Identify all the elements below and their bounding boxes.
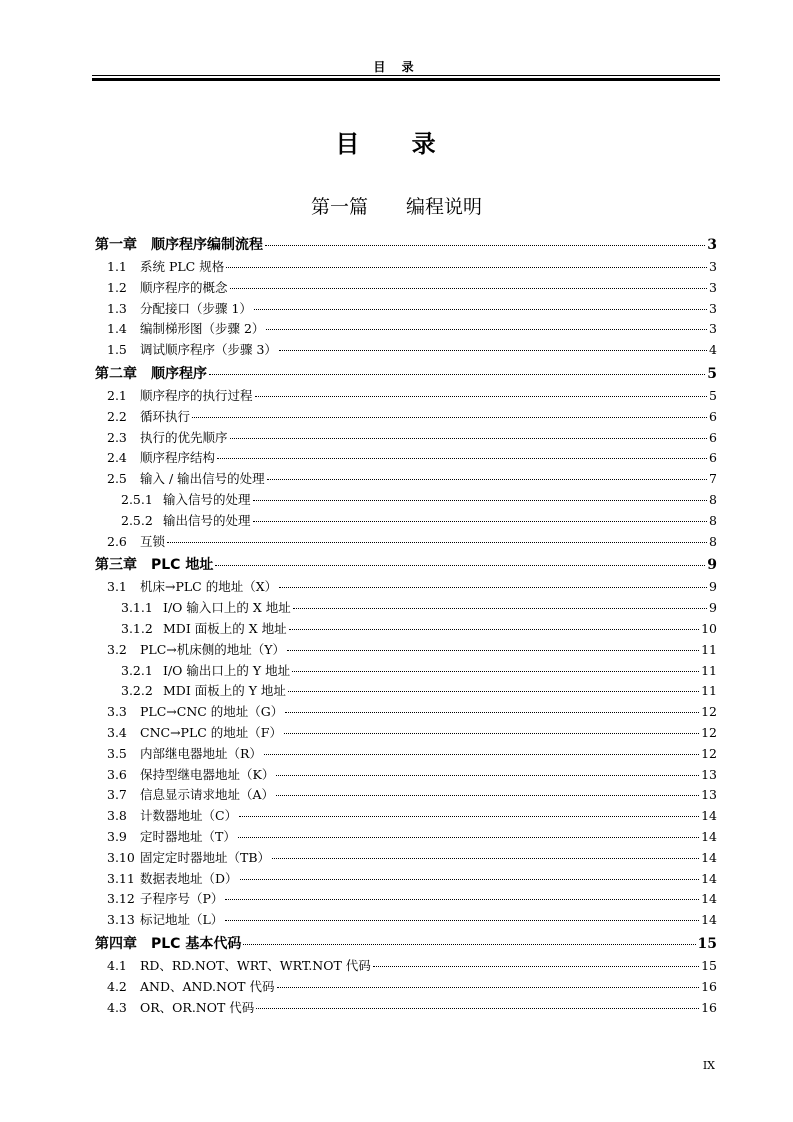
toc-section-entry[interactable] — [95, 640, 717, 661]
toc-entry-title: PLC→机床侧的地址（Y） — [140, 641, 286, 657]
toc-leader-dots — [192, 416, 707, 418]
toc-entry-page: 14 — [701, 808, 717, 824]
toc-section-entry[interactable] — [95, 257, 717, 278]
toc-entry-number: 2.1 — [107, 387, 127, 403]
toc-leader-dots — [240, 878, 700, 880]
toc-entry-page: 9 — [709, 579, 717, 595]
toc-entry-number: 2.4 — [107, 450, 127, 466]
toc-entry-number: 4.1 — [107, 957, 127, 973]
toc-entry-title: PLC 基本代码 — [151, 935, 242, 952]
toc-entry-title: 输出信号的处理 — [163, 512, 251, 528]
toc-entry-number: 第二章 — [95, 365, 137, 382]
toc-entry-title: MDI 面板上的 Y 地址 — [163, 683, 286, 699]
toc-entry-number: 2.5 — [107, 471, 127, 487]
toc-entry-number: 3.1.2 — [121, 620, 153, 636]
toc-entry-title: 输入 / 输出信号的处理 — [140, 471, 265, 487]
toc-entry-number: 2.3 — [107, 429, 127, 445]
toc-entry-title: 顺序程序编制流程 — [151, 237, 263, 253]
table-of-contents — [95, 232, 717, 1018]
toc-subsection-entry[interactable] — [95, 619, 717, 640]
toc-entry-title: 调试顺序程序（步骤 3） — [140, 342, 277, 358]
toc-leader-dots — [276, 794, 699, 796]
toc-leader-dots — [267, 478, 707, 480]
toc-leader-dots — [239, 815, 699, 817]
toc-entry-number: 3.10 — [107, 849, 135, 865]
toc-section-entry[interactable] — [95, 428, 717, 449]
toc-entry-page: 12 — [701, 704, 717, 720]
toc-entry-title: 信息显示请求地址（A） — [140, 787, 275, 803]
toc-entry-page: 16 — [701, 978, 717, 994]
toc-section-entry[interactable] — [95, 407, 717, 428]
toc-entry-number: 3.5 — [107, 745, 127, 761]
toc-section-entry[interactable] — [95, 910, 717, 931]
toc-section-entry[interactable] — [95, 319, 717, 340]
toc-entry-page: 3 — [709, 259, 717, 274]
toc-leader-dots — [264, 753, 699, 755]
toc-entry-number: 3.3 — [107, 704, 127, 720]
toc-entry-number: 1.1 — [107, 259, 127, 274]
toc-section-entry[interactable] — [95, 848, 717, 869]
part-title: 第一篇 编程说明 — [310, 196, 482, 218]
toc-leader-dots — [255, 395, 708, 397]
toc-section-entry[interactable] — [95, 765, 717, 786]
toc-leader-dots — [288, 690, 699, 692]
toc-section-entry[interactable] — [95, 806, 717, 827]
toc-entry-title: 互锁 — [140, 533, 166, 549]
toc-entry-number: 第四章 — [95, 935, 137, 952]
toc-entry-number: 3.9 — [107, 828, 127, 844]
toc-leader-dots — [284, 732, 699, 734]
toc-entry-number: 3.1.1 — [121, 600, 153, 616]
toc-entry-page: 14 — [701, 870, 717, 886]
toc-entry-page: 14 — [701, 849, 717, 865]
toc-entry-number: 第一章 — [95, 237, 137, 253]
toc-entry-number: 第三章 — [95, 557, 137, 574]
toc-chapter-entry[interactable] — [95, 234, 717, 255]
toc-section-entry[interactable] — [95, 577, 717, 598]
toc-leader-dots — [225, 919, 699, 921]
toc-leader-dots — [287, 649, 699, 651]
toc-leader-dots — [238, 836, 699, 838]
toc-entry-page: 3 — [709, 279, 717, 295]
toc-entry-title: 顺序程序结构 — [140, 450, 216, 466]
toc-section-entry[interactable] — [95, 977, 717, 998]
toc-leader-dots — [167, 541, 707, 543]
toc-section-entry[interactable] — [95, 827, 717, 848]
toc-entry-page: 12 — [701, 745, 717, 761]
toc-entry-title: 保持型继电器地址（K） — [140, 766, 275, 782]
toc-leader-dots — [265, 244, 705, 246]
toc-entry-page: 5 — [707, 365, 717, 382]
toc-entry-title: MDI 面板上的 X 地址 — [163, 620, 287, 636]
toc-chapter-entry[interactable] — [95, 933, 717, 954]
toc-entry-page: 7 — [709, 471, 717, 487]
toc-leader-dots — [215, 564, 705, 566]
toc-leader-dots — [277, 986, 700, 988]
toc-entry-title: 顺序程序的执行过程 — [140, 387, 253, 403]
toc-entry-title: PLC→CNC 的地址（G） — [140, 704, 284, 720]
toc-section-entry[interactable] — [95, 889, 717, 910]
toc-entry-number: 1.5 — [107, 342, 127, 358]
toc-section-entry[interactable] — [95, 723, 717, 744]
toc-leader-dots — [279, 586, 707, 588]
toc-entry-page: 3 — [709, 321, 717, 337]
toc-leader-dots — [293, 607, 707, 609]
toc-entry-title: 标记地址（L） — [140, 912, 224, 928]
toc-entry-page: 11 — [701, 683, 717, 699]
toc-section-entry[interactable] — [95, 702, 717, 723]
toc-entry-page: 9 — [709, 600, 717, 616]
header-rule-thick — [92, 78, 720, 81]
toc-entry-title: 顺序程序的概念 — [140, 279, 228, 295]
toc-entry-page: 6 — [709, 450, 717, 466]
toc-entry-title: 顺序程序 — [151, 365, 207, 382]
toc-entry-page: 4 — [709, 342, 717, 358]
page-title: 目 录 — [335, 130, 458, 158]
toc-section-entry[interactable] — [95, 278, 717, 299]
toc-entry-number: 2.2 — [107, 408, 127, 424]
toc-chapter-entry[interactable] — [95, 554, 717, 575]
toc-leader-dots — [230, 437, 708, 439]
toc-entry-page: 10 — [701, 620, 717, 636]
toc-leader-dots — [225, 898, 699, 900]
toc-leader-dots — [226, 266, 707, 268]
toc-leader-dots — [256, 1007, 699, 1009]
toc-entry-number: 4.2 — [107, 978, 127, 994]
toc-entry-title: 执行的优先顺序 — [140, 429, 228, 445]
toc-entry-title: 分配接口（步骤 1） — [140, 300, 252, 316]
toc-entry-page: 8 — [709, 491, 717, 507]
toc-leader-dots — [266, 328, 707, 330]
toc-leader-dots — [289, 628, 700, 630]
running-header: 目 录 — [373, 60, 420, 74]
toc-entry-page: 14 — [701, 891, 717, 907]
toc-entry-title: I/O 输入口上的 X 地址 — [163, 600, 291, 616]
toc-leader-dots — [272, 857, 699, 859]
toc-entry-number: 3.13 — [107, 912, 135, 928]
toc-entry-page: 8 — [709, 512, 717, 528]
toc-entry-number: 3.1 — [107, 579, 127, 595]
toc-entry-number: 2.6 — [107, 533, 127, 549]
toc-entry-title: I/O 输出口上的 Y 地址 — [163, 662, 291, 678]
toc-entry-title: CNC→PLC 的地址（F） — [140, 724, 282, 740]
toc-entry-title: OR、OR.NOT 代码 — [140, 999, 255, 1015]
toc-leader-dots — [279, 349, 707, 351]
toc-entry-title: 定时器地址（T） — [140, 828, 236, 844]
toc-section-entry[interactable] — [95, 869, 717, 890]
toc-entry-page: 6 — [709, 408, 717, 424]
toc-entry-title: 机床→PLC 的地址（X） — [140, 579, 278, 595]
toc-entry-page: 9 — [707, 557, 717, 574]
toc-entry-title: AND、AND.NOT 代码 — [140, 978, 275, 994]
toc-section-entry[interactable] — [95, 448, 717, 469]
toc-entry-page: 13 — [701, 787, 717, 803]
toc-entry-page: 16 — [701, 999, 717, 1015]
toc-entry-page: 15 — [697, 935, 717, 952]
toc-section-entry[interactable] — [95, 469, 717, 490]
toc-entry-number: 4.3 — [107, 999, 127, 1015]
toc-entry-title: 子程序号（P） — [140, 891, 224, 907]
toc-leader-dots — [292, 670, 699, 672]
toc-section-entry[interactable] — [95, 340, 717, 361]
toc-section-entry[interactable] — [95, 785, 717, 806]
toc-leader-dots — [209, 373, 705, 375]
toc-leader-dots — [285, 711, 699, 713]
toc-entry-number: 1.3 — [107, 300, 127, 316]
toc-section-entry[interactable] — [95, 998, 717, 1019]
toc-entry-page: 11 — [701, 662, 717, 678]
toc-entry-number: 3.2.2 — [121, 683, 153, 699]
toc-entry-page: 14 — [701, 828, 717, 844]
toc-chapter-entry[interactable] — [95, 363, 717, 384]
toc-entry-number: 3.12 — [107, 891, 135, 907]
toc-entry-number: 3.7 — [107, 787, 127, 803]
toc-section-entry[interactable] — [95, 386, 717, 407]
toc-entry-number: 3.6 — [107, 766, 127, 782]
toc-section-entry[interactable] — [95, 744, 717, 765]
toc-subsection-entry[interactable] — [95, 511, 717, 532]
toc-section-entry[interactable] — [95, 956, 717, 977]
toc-entry-number: 3.8 — [107, 808, 127, 824]
toc-subsection-entry[interactable] — [95, 661, 717, 682]
toc-entry-title: 内部继电器地址（R） — [140, 745, 262, 761]
toc-entry-page: 14 — [701, 912, 717, 928]
toc-entry-number: 3.11 — [107, 870, 135, 886]
toc-section-entry[interactable] — [95, 299, 717, 320]
toc-leader-dots — [253, 520, 708, 522]
toc-entry-page: 15 — [701, 957, 717, 973]
toc-entry-title: 编制梯形图（步骤 2） — [140, 321, 265, 337]
toc-leader-dots — [243, 943, 695, 945]
toc-entry-number: 3.2 — [107, 641, 127, 657]
toc-entry-number: 2.5.1 — [121, 491, 153, 507]
toc-entry-number: 1.2 — [107, 279, 127, 295]
toc-leader-dots — [276, 774, 699, 776]
toc-entry-title: 系统 PLC 规格 — [140, 259, 225, 274]
toc-entry-number: 3.2.1 — [121, 662, 153, 678]
toc-leader-dots — [253, 499, 708, 501]
toc-entry-number: 1.4 — [107, 321, 127, 337]
toc-subsection-entry[interactable] — [95, 490, 717, 511]
toc-entry-page: 5 — [709, 387, 717, 403]
toc-entry-page: 12 — [701, 724, 717, 740]
toc-entry-page: 11 — [701, 641, 717, 657]
toc-leader-dots — [373, 965, 699, 967]
toc-entry-title: 数据表地址（D） — [140, 870, 238, 886]
toc-entry-number: 3.4 — [107, 724, 127, 740]
page-number: IX — [702, 1059, 715, 1072]
toc-section-entry[interactable] — [95, 532, 717, 553]
toc-entry-number: 2.5.2 — [121, 512, 153, 528]
toc-entry-title: RD、RD.NOT、WRT、WRT.NOT 代码 — [140, 957, 371, 973]
toc-leader-dots — [254, 308, 707, 310]
toc-entry-page: 8 — [709, 533, 717, 549]
toc-entry-title: 固定定时器地址（TB） — [140, 849, 271, 865]
toc-entry-page: 3 — [707, 237, 717, 253]
toc-subsection-entry[interactable] — [95, 681, 717, 702]
toc-leader-dots — [217, 457, 707, 459]
header-rule-thin — [92, 75, 720, 76]
toc-entry-title: 计数器地址（C） — [140, 808, 238, 824]
toc-leader-dots — [230, 287, 708, 289]
toc-entry-title: PLC 地址 — [151, 557, 214, 574]
toc-entry-page: 6 — [709, 429, 717, 445]
toc-entry-title: 输入信号的处理 — [163, 491, 251, 507]
toc-subsection-entry[interactable] — [95, 598, 717, 619]
toc-entry-page: 3 — [709, 300, 717, 316]
toc-entry-title: 循环执行 — [140, 408, 191, 424]
toc-entry-page: 13 — [701, 766, 717, 782]
